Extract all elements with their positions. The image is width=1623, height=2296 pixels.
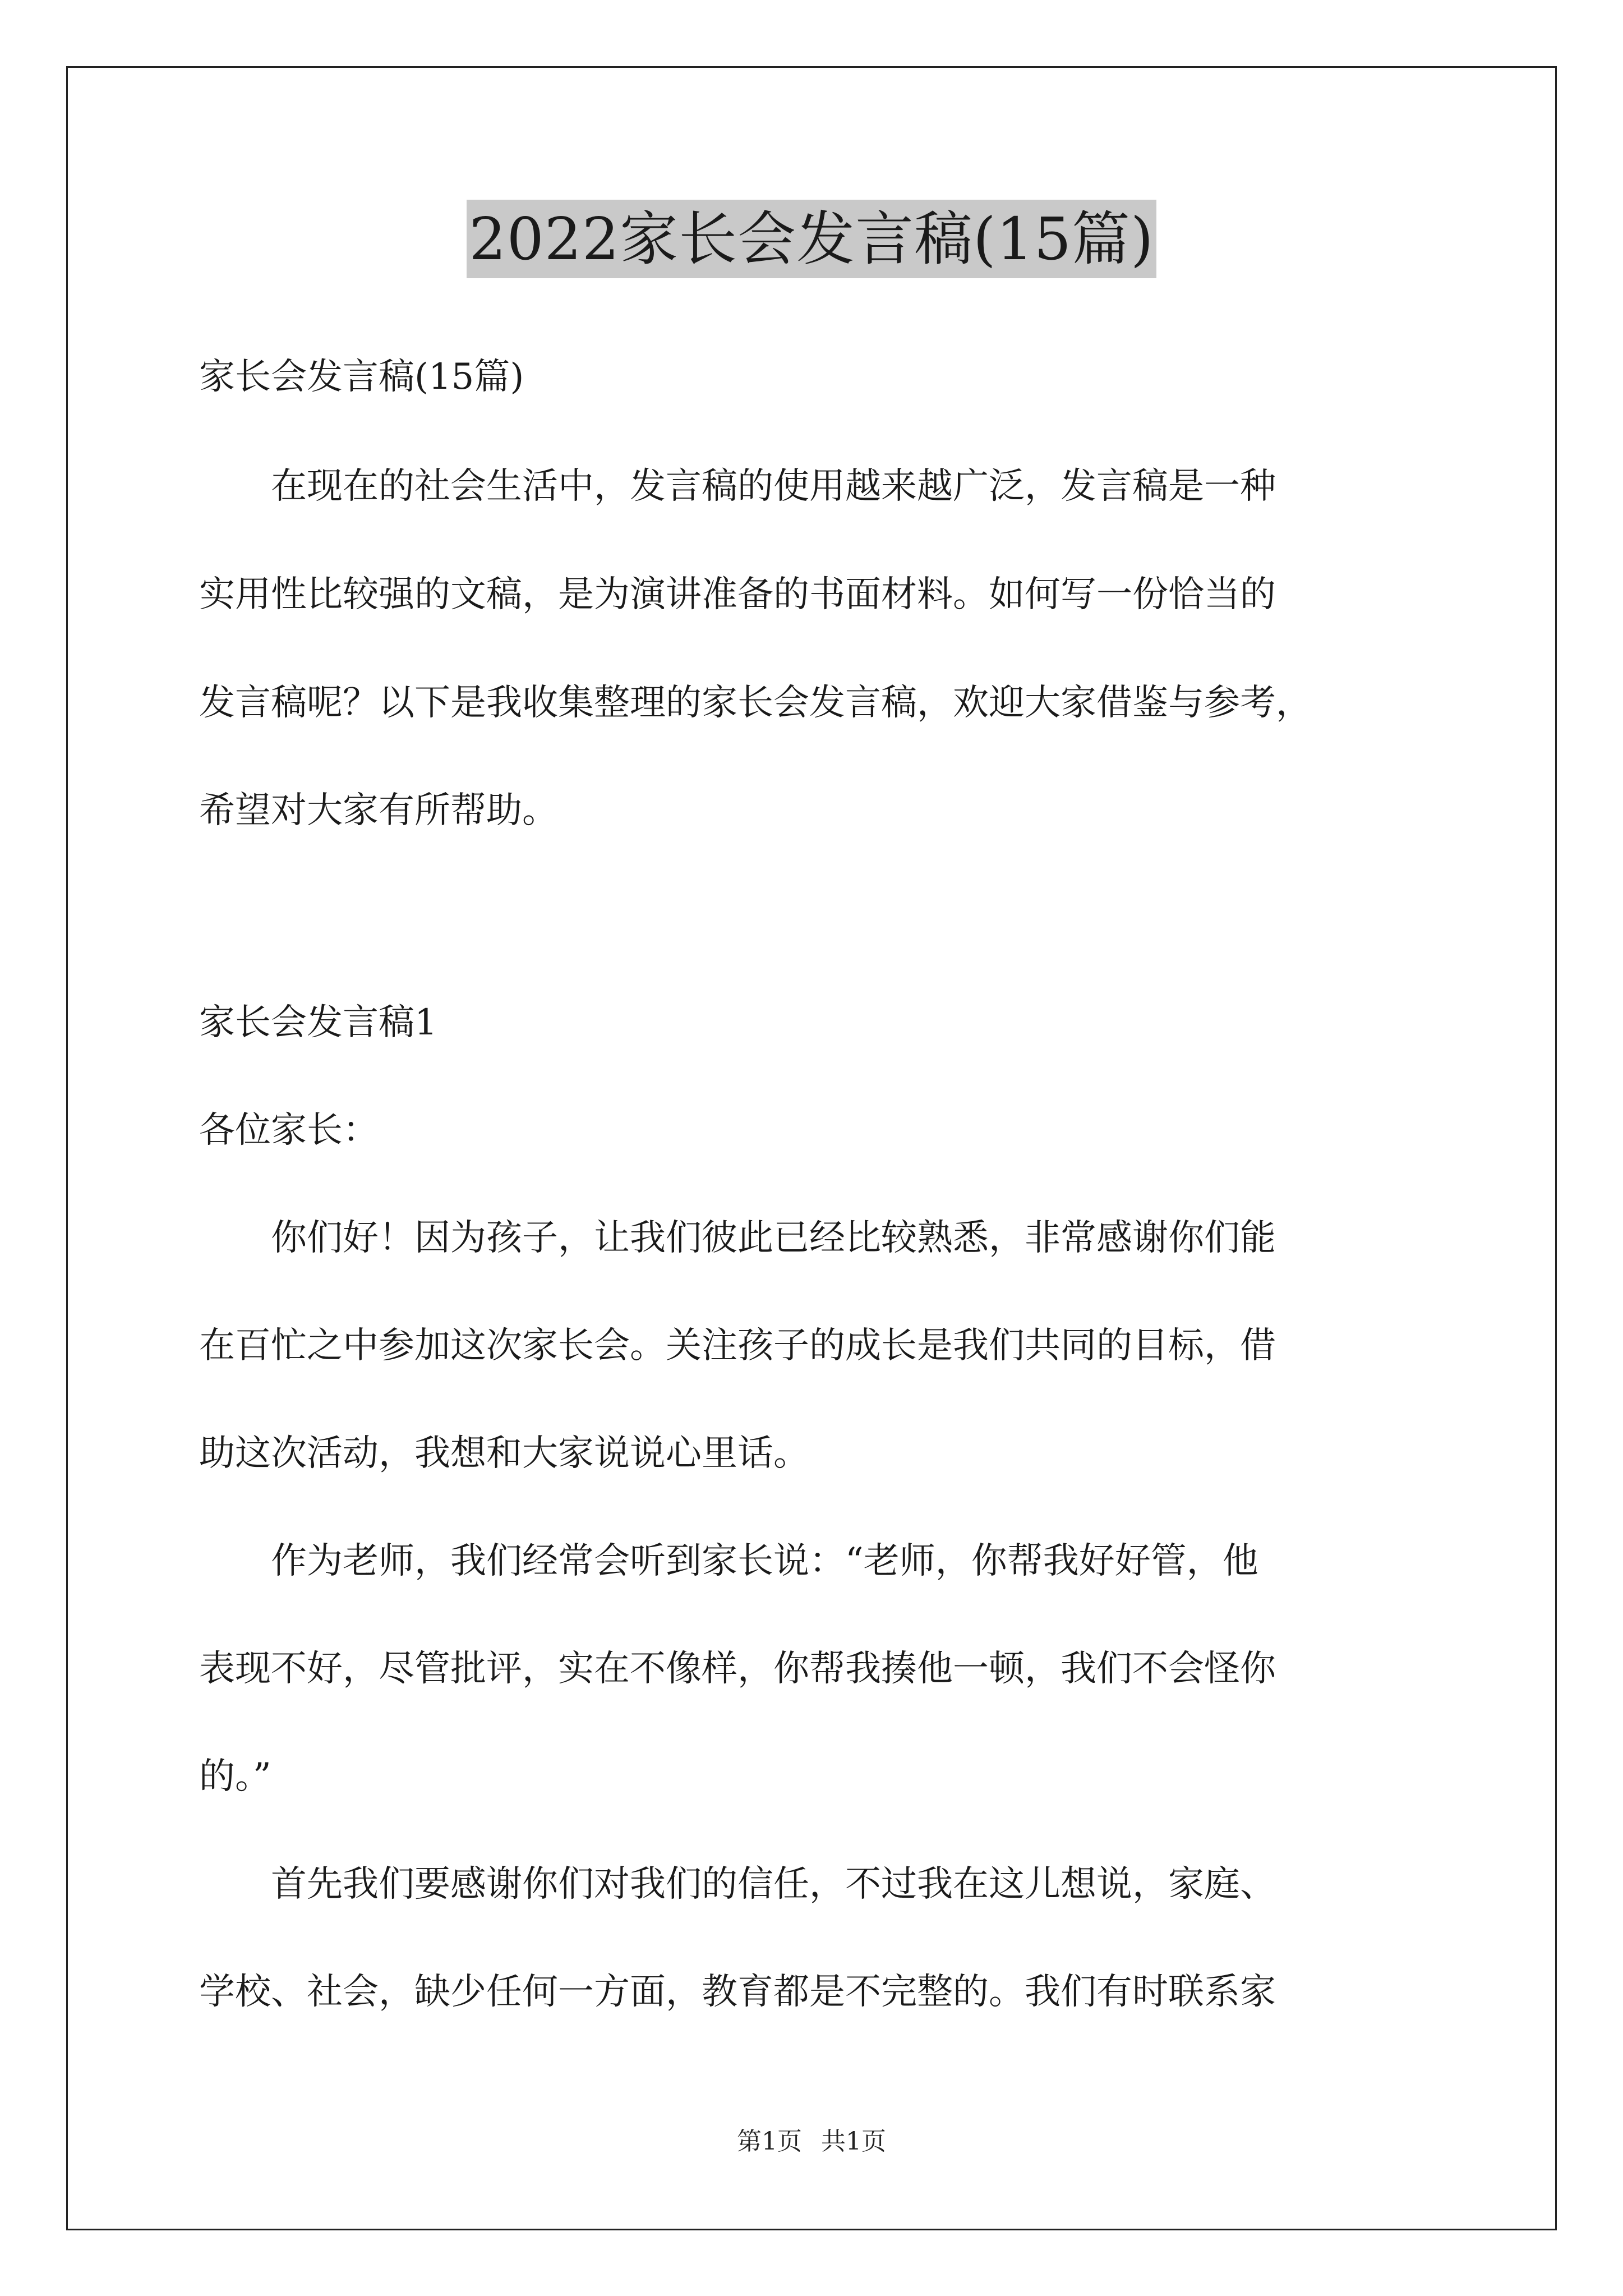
- page-total: 共1页: [821, 2127, 886, 2156]
- body-line: 的。”: [199, 1756, 271, 1797]
- subtitle: 家长会发言稿(15篇): [199, 356, 524, 398]
- greeting: 各位家长：: [199, 1110, 379, 1151]
- body-line: 首先我们要感谢你们对我们的信任，不过我在这儿想说，家庭、: [199, 1864, 1276, 1905]
- intro-line: 希望对大家有所帮助。: [199, 790, 558, 831]
- page-footer: [0, 2126, 1623, 2157]
- body-line: 学校、社会，缺少任何一方面，教育都是不完整的。我们有时联系家: [199, 1971, 1276, 2013]
- intro-line: 发言稿呢？以下是我收集整理的家长会发言稿，欢迎大家借鉴与参考，: [199, 682, 1312, 724]
- intro-line: 实用性比较强的文稿，是为演讲准备的书面材料。如何写一份恰当的: [199, 574, 1276, 615]
- section-heading: 家长会发言稿1: [199, 1002, 437, 1043]
- page-number: 第1页: [737, 2127, 802, 2156]
- body-line: 在百忙之中参加这次家长会。关注孩子的成长是我们共同的目标，借: [199, 1325, 1276, 1366]
- body-line: 作为老师，我们经常会听到家长说：“老师，你帮我好好管，他: [199, 1540, 1258, 1582]
- body-line: 助这次活动，我想和大家说说心里话。: [199, 1433, 809, 1474]
- body-line: 你们好！因为孩子，让我们彼此已经比较熟悉，非常感谢你们能: [199, 1217, 1276, 1259]
- title-container: [0, 200, 1623, 278]
- body-line: 表现不好，尽管批评，实在不像样，你帮我揍他一顿，我们不会怪你: [199, 1648, 1276, 1690]
- intro-line: 在现在的社会生活中，发言稿的使用越来越广泛，发言稿是一种: [199, 466, 1276, 507]
- document-title: 2022家长会发言稿(15篇): [467, 200, 1156, 278]
